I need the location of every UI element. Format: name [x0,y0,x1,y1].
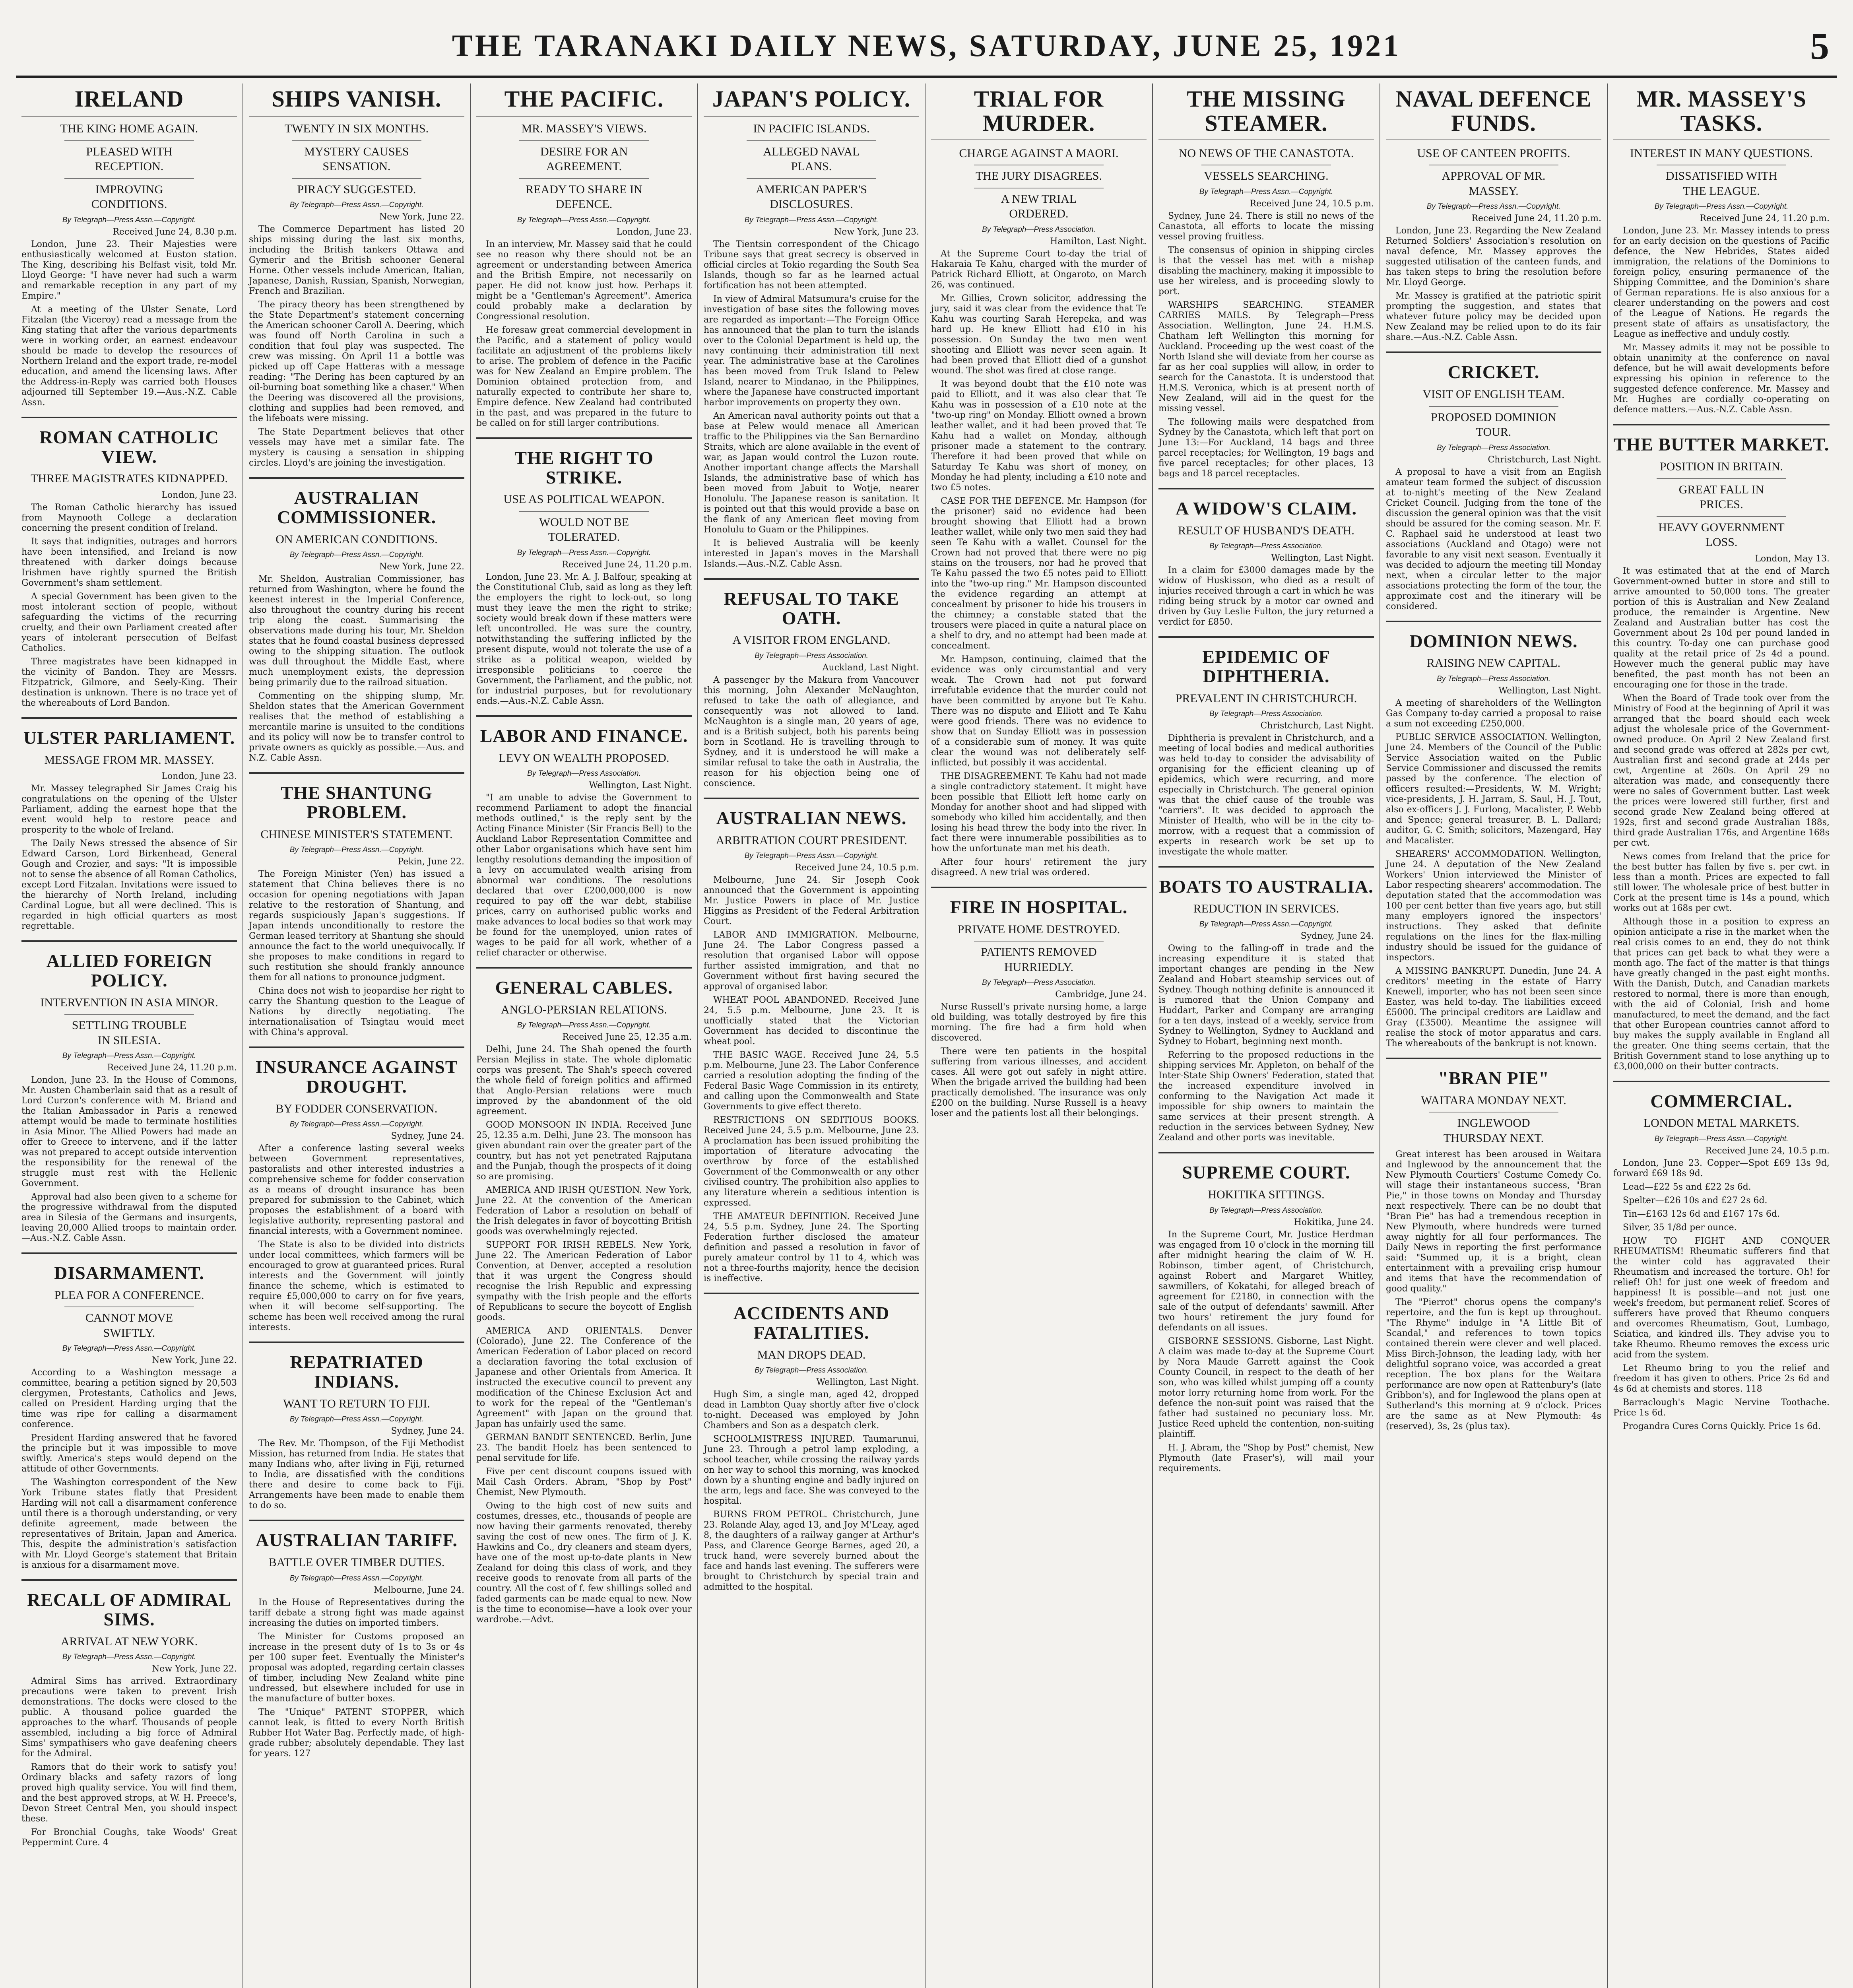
article [1158,636,1374,857]
headline: REPATRIATED INDIANS. [290,1352,423,1392]
body-paragraph: The Foreign Minister (Yen) has issued a statement that China believes there is no occasion for opening negotiations with Japan relative to the restoration of Shantung, and regards suspiciously Japan's suggestions. If Japan intends unconditionally to restore the German leased territory at Shantung she should announce the fact to the world unequivocally. If she proposes to make conditions in regard to such restitution she should frankly announce them for all nations to pronounce judgment. [249,869,464,983]
subheadline: DISSATISFIED WITH THE LEAGUE. [1657,165,1786,198]
columns-container [16,83,1837,1988]
body-paragraph: Silver, 35 1/8d per ounce. [1623,1222,1737,1233]
article [21,417,237,709]
body-paragraph: London, June 23. Mr. Massey intends to press for an early decision on the questions of Pacific defence, the New Hebrides, States aided immigration, the relations of the Dominions to foreign policy, ensuring permanence of the Shipping Committee, and the Dominion's share of German reparations. He is also anxious for a clearer understanding on the powers and cost of the League of Nations. He regards the present state of affairs as unsatisfactory, the League as ineffective and unduly costly. [1613,226,1830,340]
body-paragraph: THE AMATEUR DEFINITION. Received June 24, 5.5 p.m. Sydney, June 24. The Sporting Federation further disclosed the amateur definition and passed a resolution in favor of purely amateur control by 11 to 4, which was not a three-fourths majority, hence the decision is ineffective. [704,1211,919,1284]
body-paragraph: He foresaw great commercial development in the Pacific, and a statement of policy would facilitate an adjustment of the problems likely to arise. The problem of defence in the Pacific was for New Zealand an Empire problem. The Dominion obtained protection from, and naturally expected to contribute her share to, Empire defence. New Zealand had contributed in the past, and was prepared in the future to be called on for still larger contributions. [476,325,692,428]
dateline: Received June 24, 11.20 p.m. [1700,214,1830,224]
body-paragraph: The Daily News stressed the absence of Sir Edward Carson, Lord Birkenhead, General Gough and Crozier, and says: "It is impossible not to sense the absence of all Roman Catholics, except Lord Fitzalan. Invitations were issued to the hierarchy of North Ireland, including Cardinal Logue, but all were declined. This is regarded in high official quarters as most regrettable. [21,839,237,932]
dateline: London, June 23. [161,490,237,500]
article [931,87,1147,878]
body-paragraph: A meeting of shareholders of the Wellington Gas Company to-day carried a proposal to raise a sum not exceeding £250,000. [1386,698,1601,729]
body-paragraph: The Commerce Department has listed 20 ships missing during the last six months, including the British tankers Ottawa and Gymerir and the British schooner General Horne. Other vessels include American, Italian, Japanese, Danish, Russian, Spanish, Norwegian, French and Brazilian. [249,224,464,297]
wire-credit: By Telegraph—Press Assn.—Copyright. [62,215,196,224]
article [249,772,464,1038]
wire-credit: By Telegraph—Press Assn.—Copyright. [289,1574,424,1582]
body-paragraph: A MISSING BANKRUPT. Dunedin, June 24. A creditors' meeting in the estate of Harry Knewell, importer, who has not been seen since Easter, was held to-day. The liabilities exceed £5000. The principal creditors are Laidlaw and Gray (£3500). Meantime the assignee will realise the stock of motor apparatus and cars. The whereabouts of the bankrupt is not known. [1386,966,1601,1048]
article [1386,87,1601,343]
article [1386,621,1601,1049]
article [249,1520,464,1759]
subheadline: INTEREST IN MANY QUESTIONS. [1630,146,1813,160]
body-paragraph: There were ten patients in the hospital suffering from various illnesses, and accident cases. All were got out safely in night attire. When the brigade arrived the building had been practically demolished. The insurance was only £200 on the building. Nurse Russell is a heavy loser and the patients lost all their belongings. [931,1046,1147,1119]
body-paragraph: When the Board of Trade took over from the Ministry of Food at the beginning of April it was arranged that the board should each week adjust the wholesale price of the Government-owned produce. On April 2 New Zealand first and second grade was offered at 282s per cwt, Australian first and second grade at 244s per cwt, Argentine at 260s. On April 29 no alteration was made, and consequently there were no sales of Government butter. Last week the prices were lowered still further, first and second grade New Zealand being offered at 192s, first and second grade Australian 188s, third grade Australian 176s, and Argentine 168s per cwt. [1613,693,1830,848]
body-paragraph: It says that indignities, outrages and horrors have been intensified, and Ireland is now threatened with darker doings because Irishmen have rightly spurned the British Government's sham settlement. [21,536,237,588]
body-paragraph: An American naval authority points out that a base at Pelew would menace all American traffic to the Philippines via the San Bernardino Straits, which are alone available in the event of war, as Japan would control the Luzon route. Another important change affects the Marshall Islands, the administrative base of which has been moved from Jabuit to Wotje, nearer Honolulu. The Japanese reason is sanitation. It is pointed out that this would provide a base on the flank of any American fleet moving from Honolulu to Guam or the Philippines. [704,411,919,535]
article [704,87,919,569]
headline: NAVAL DEFENCE FUNDS. [1386,87,1601,141]
masthead-title: THE TARANAKI DAILY NEWS, SATURDAY, JUNE 25, 1921 [452,28,1401,63]
body-paragraph: The consensus of opinion in shipping circles is that the vessel has met with a mishap disabling the machinery, making it impossible to use her wireless, and is proceeding slowly to port. [1158,245,1374,297]
dateline: London, June 23. [161,771,237,782]
subheadline: HOKITIKA SITTINGS. [1208,1188,1325,1202]
wire-credit: By Telegraph—Press Association. [1209,710,1323,718]
headline: DISARMAMENT. [54,1263,204,1283]
article [704,1293,919,1592]
column [1608,83,1835,1988]
body-paragraph: The State is also to be divided into districts under local committees, which farmers will be encouraged to grow at guaranteed prices. Rural interests and the Government will jointly finance the scheme, which is estimated to require £5,000,000 to carry on for five years, when it will become self-supporting. The scheme has been well received among the rural interests. [249,1240,464,1333]
headline: LABOR AND FINANCE. [480,725,688,746]
body-paragraph: London, June 23. In the House of Commons, Mr. Austen Chamberlain said that as a result of Lord Curzon's conference with M. Briand and the Italian Ambassador in Paris a renewed attempt would be made to terminate hostilities in Asia Minor. The Allied Powers had made an offer to Greece to intervene, and if the latter was not prepared to accept outside intervention the responsibility for the renewal of the struggle must rest with the Hellenic Government. [21,1075,237,1189]
body-paragraph: After a conference lasting several weeks between Government representatives, pastoralists and other interested industries a comprehensive scheme for fodder conservation as a means of drought insurance has been prepared for submission to the Cabinet, which proposes the establishment of a board with legislative authority, representing pastoral and financial interests, with a Government nominee. [249,1143,464,1237]
subheadline: BY FODDER CONSERVATION. [276,1102,438,1115]
dateline: New York, June 22. [379,212,464,222]
headline: COMMERCIAL. [1650,1091,1793,1111]
subheadline: TWENTY IN SIX MONTHS. [284,122,429,136]
headline: RECALL OF ADMIRAL SIMS. [27,1590,231,1630]
body-paragraph: London, June 23. Copper—Spot £69 13s 9d, forward £69 18s 9d. [1613,1158,1830,1178]
headline: A WIDOW'S CLAIM. [1175,498,1357,518]
article [704,798,919,1284]
wire-credit: By Telegraph—Press Assn.—Copyright. [1426,202,1561,211]
subheadline: APPROVAL OF MR. MASSEY. [1429,165,1558,198]
body-paragraph: A special Government has been given to the most intolerant section of people, without safeguarding the victims of the recurring cruelty, and their own Parliament created after years of intolerant persecution of Belfast Catholics. [21,591,237,653]
subheadline: ALLEGED NAVAL PLANS. [747,140,876,174]
subheadline: WAITARA MONDAY NEXT. [1421,1093,1566,1107]
dateline: Hokitika, June 24. [1294,1217,1374,1227]
dateline: Wellington, Last Night. [1498,685,1601,696]
headline: JAPAN'S POLICY. [704,87,919,116]
body-paragraph: BURNS FROM PETROL. Christchurch, June 23. Rolande Alay, aged 13, and Joy M'Leay, aged 8, the daughters of a railway ganger at Arthur's Pass, and Clarence George Barnes, aged 20, a truck hand, were severely burned about the face and hands last evening. The sufferers were brought to Christchurch by special train and admitted to the hospital. [704,1510,919,1592]
body-paragraph: In a claim for £3000 damages made by the widow of Huskisson, who died as a result of injuries received through a cart in which he was riding being struck by a motor car owned and driven by Guy Leslie Fulton, the jury returned a verdict for £850. [1158,565,1374,627]
body-paragraph: THE BASIC WAGE. Received June 24, 5.5 p.m. Melbourne, June 23. The Labor Conference carried a resolution adopting the finding of the Federal Basic Wage Commission in its entirety, and calling upon the Commonwealth and State Governments to give effect thereto. [704,1050,919,1112]
body-paragraph: GISBORNE SESSIONS. Gisborne, Last Night. A claim was made to-day at the Supreme Court by Nora Maude Garrett against the Cook County Council, in respect to the death of her son, who was killed whilst jumping off a county motor lorry returning home from work. For the defence the non-suit point was raised that the father had sustained no pecuniary loss. Mr. Justice Reed upheld the contention, non-suiting plaintiff. [1158,1336,1374,1439]
dateline: Received June 24, 11.20 p.m. [1471,214,1601,224]
headline: AUSTRALIAN COMMISSIONER. [277,487,437,528]
body-paragraph: Delhi, June 24. The Shah opened the fourth Persian Mejliss in state. The whole diplomatic corps was present. The Shah's speech covered the whole field of foreign politics and affirmed that Anglo-Persian relations were much improved by the abandonment of the old agreement. [476,1044,692,1117]
article [249,1046,464,1333]
article [1158,488,1374,627]
headline: AUSTRALIAN TARIFF. [256,1530,458,1551]
body-paragraph: The "Pierrot" chorus opens the company's repertoire, and the fun is kept up throughout. "The Rhyme" indulge in "A Little Bit of Scandal," and references to town topics contained therein were clever and well placed. Miss Birch-Johnson, the leading lady, with her delightful soprano voice, was accorded a great reception. The box plans for the Waitara performance are now open at Rattenbury's (late Gribbon's), and for Inglewood the plans open at Sutherland's this morning at 9 o'clock. Prices are the same as at New Plymouth: 4s (reserved), 3s, 2s (plus tax). [1386,1297,1601,1432]
article [21,1579,237,1848]
headline: DOMINION NEWS. [1409,631,1578,651]
subheadline: USE AS POLITICAL WEAPON. [503,493,665,506]
dateline: Sydney, June 24. [391,1426,464,1437]
headline: ALLIED FOREIGN POLICY. [46,951,212,990]
body-paragraph: In the House of Representatives during the tariff debate a strong fight was made against increasing the duties on imported timbers. [249,1597,464,1628]
column [243,83,471,1988]
article [21,940,237,1244]
dateline: Wellington, Last Night. [1271,553,1374,563]
column [471,83,698,1988]
headline: SHIPS VANISH. [249,87,464,116]
headline: FIRE IN HOSPITAL. [950,897,1128,917]
dateline: London, June 23. [616,227,692,237]
body-paragraph: Progandra Cures Corns Quickly. Price 1s 6d. [1623,1421,1821,1431]
subheadline: INGLEWOOD THURSDAY NEXT. [1429,1112,1558,1145]
wire-credit: By Telegraph—Press Association. [982,225,1096,234]
wire-credit: By Telegraph—Press Assn.—Copyright. [744,852,879,860]
body-paragraph: Owing to the falling-off in trade and the increasing expenditure it is stated that important changes are pending in the New Zealand and Hobart steamship services out of Sydney. Though nothing definite is announced it is rumored that the Union Company and Huddart, Parker and Company are arranging for a ten days, instead of a weekly, service from Sydney to Wellington, Sydney to Auckland and Sydney to Hobart, beginning next month. [1158,944,1374,1047]
body-paragraph: The State Department believes that other vessels may have met a similar fate. The mystery is causing a sensation in shipping circles. Lloyd's are joining the investigation. [249,427,464,468]
article [476,437,692,707]
body-paragraph: Great interest has been aroused in Waitara and Inglewood by the announcement that the New Plymouth Courtiers' Costume Comedy Co. will stage their instantaneous success, "Bran Pie," in those towns on Monday and Thursday next respectively. There can be no doubt that "Bran Pie" has had a tremendous reception in New Plymouth, where hundreds were turned away nightly for all four performances. The Daily News in reporting the first performance said: "Summed up, it is a bright, clean entertainment with a prevailing crisp humour and items that have the recommendation of good quality." [1386,1149,1601,1294]
subheadline: PLEASED WITH RECEPTION. [64,140,194,174]
subheadline: NO NEWS OF THE CANASTOTA. [1178,146,1354,160]
column [1153,83,1380,1988]
subheadline: MAN DROPS DEAD. [757,1348,866,1361]
article [1386,351,1601,612]
body-paragraph: China does not wish to jeopardise her right to carry the Shantung question to the League of Nations by directly negotiating. The internationalisation of Tsingtau would meet with China's approval. [249,986,464,1038]
body-paragraph: Let Rheumo bring to you the relief and freedom it has given to others. Price 2s 6d and 4s 6d at chemists and stores. 118 [1613,1363,1830,1394]
body-paragraph: The piracy theory has been strengthened by the State Department's statement concerning the American schooner Caroll A. Deering, which was found off North Carolina in such a condition that foul play was suspected. The crew was missing. On April 11 a bottle was picked up off Cape Hatteras with a message reading: "The Dering has been captured by an oil-burning boat something like a chaser." When the Deering was discovered all the provisions, clothing and supplies had been removed, and the lifeboats were missing. [249,300,464,424]
article [476,967,692,1625]
article [1386,1058,1601,1432]
wire-credit: By Telegraph—Press Assn.—Copyright. [289,846,424,854]
subheadline: A NEW TRIAL ORDERED. [974,188,1103,221]
body-paragraph: AMERICA AND IRISH QUESTION. New York, June 22. At the convention of the American Federation of Labor a resolution on behalf of the Irish delegates in favor of boycotting British goods was overwhelmingly rejected. [476,1185,692,1237]
headline: SUPREME COURT. [1182,1162,1350,1183]
headline: "BRAN PIE" [1438,1068,1549,1088]
headline: REFUSAL TO TAKE OATH. [724,588,899,628]
subheadline: DESIRE FOR AN AGREEMENT. [519,140,648,174]
body-paragraph: Commenting on the shipping slump, Mr. Sheldon states that the American Government realises that the method of establishing a mercantile marine is unsuited to the conditions and its policy will now be to transfer control to private owners as quickly as possible.—Aus. and N.Z. Cable Assn. [249,691,464,763]
wire-credit: By Telegraph—Press Assn.—Copyright. [289,1120,424,1129]
subheadline: PROPOSED DOMINION TOUR. [1429,406,1558,440]
body-paragraph: A proposal to have a visit from an English amateur team formed the subject of discussion at to-night's meeting of the New Zealand Cricket Council. Judging from the tone of the discussion the general opinion was that the visit should be assured for the coming season. Mr. F. C. Raphael said he understood at least two associations (Auckland and Otago) were not favorable to any visit next season. Eventually it was decided to adjourn the meeting till Monday next, when a circular letter to the major associations protecting the form of the tour, the approximate cost and the itinerary will be considered. [1386,467,1601,612]
subheadline: PREVALENT IN CHRISTCHURCH. [1175,691,1357,705]
subheadline: MR. MASSEY'S VIEWS. [521,122,647,136]
body-paragraph: Barraclough's Magic Nervine Toothache. Price 1s 6d. [1613,1397,1830,1418]
body-paragraph: Mr. Sheldon, Australian Commissioner, has returned from Washington, where he found the keenest interest in the Imperial Conference, also throughout the country during his recent trip along the coast. Summarising the observations made during his tour, Mr. Sheldon states that he found coastal business depressed owing to the shipping situation. The outlook was dull throughout the Middle East, where much unemployment exists, the depression being primarily due to the railroad situation. [249,574,464,688]
body-paragraph: Admiral Sims has arrived. Extraordinary precautions were taken to prevent Irish demonstrations. The docks were closed to the public. A thousand police guarded the approaches to the wharf. Thousands of people assembled, including a big force of Admiral Sims' sympathisers who gave deafening cheers for the Admiral. [21,1676,237,1759]
body-paragraph: For Bronchial Coughs, take Woods' Great Peppermint Cure. 4 [21,1827,237,1848]
subheadline: PIRACY SUGGESTED. [292,178,421,197]
subheadline: AMERICAN PAPER'S DISCLOSURES. [747,178,876,212]
subheadline: USE OF CANTEEN PROFITS. [1417,146,1570,160]
wire-credit: By Telegraph—Press Association. [1209,1206,1323,1215]
body-paragraph: The "Unique" PATENT STOPPER, which cannot leak, is fitted to every North British Rubber Hot Water Bag. Perfectly made, of high-grade rubber; absolutely dependable. They last for years. 127 [249,1707,464,1759]
subheadline: PLEA FOR A CONFERENCE. [54,1288,204,1302]
wire-credit: By Telegraph—Press Association. [755,651,868,660]
article [21,1252,237,1571]
dateline: Received June 25, 12.35 a.m. [562,1032,692,1043]
body-paragraph: News comes from Ireland that the price for the best butter has fallen by five s. per cwt. in less than a month. Prices are expected to fall still lower. The wholesale price of best butter in Cork at the present time is 14s a pound, which works out at 168s per cwt. [1613,851,1830,913]
subheadline: CHINESE MINISTER'S STATEMENT. [260,827,453,841]
headline: IRELAND [21,87,237,116]
dateline: Received June 24, 10.5 p.m. [795,863,919,873]
body-paragraph: SUPPORT FOR IRISH REBELS. New York, June 22. The American Federation of Labor Convention, at Denver, accepted a resolution that it was urgent the Congress should recognise the Irish Republic and expressing sympathy with the Irish people and the efforts of Republicans to secure the boycott of English goods. [476,1240,692,1323]
subheadline: GREAT FALL IN PRICES. [1657,478,1786,512]
body-paragraph: Diphtheria is prevalent in Christchurch, and a meeting of local bodies and medical authorities was held to-day to consider the advisability of organising for the efficient cleaning up of epidemics, which were recurring, and more especially in Christchurch. The general opinion was that the chief cause of the trouble was "carriers". It was decided to approach the Minister of Health, who will be in the city to-morrow, with a request that a commission of experts in research work be set up to investigate the whole matter. [1158,733,1374,857]
body-paragraph: HOW TO FIGHT AND CONQUER RHEUMATISM! Rheumatic sufferers find that the winter cold has aggravated their Rheumatism and increased the torture. Oh! for relief! Oh! for just one week of freedom and happiness! It is possible—and not just one week's freedom, but permanent relief. Scores of sufferers have proved that Rheumo conquers and overcomes Rheumatism, Gout, Lumbago, Sciatica, and kindred ills. They advise you to take Rheumo. Rheumo removes the excess uric acid from the system. [1613,1236,1830,1360]
subheadline: RAISING NEW CAPITAL. [1426,656,1561,670]
body-paragraph: RESTRICTIONS ON SEDITIOUS BOOKS. Received June 24, 5.5 p.m. Melbourne, June 23. A proclamation has been issued prohibiting the importation of literature advocating the overthrow by force of the established Government of the Commonwealth or any other civilised country. The prohibition also applies to any literature wherein a seditious intention is expressed. [704,1115,919,1208]
body-paragraph: AMERICA AND ORIENTALS. Denver (Colorado), June 22. The Conference of the American Federation of Labor placed on record a declaration favoring the total exclusion of Japanese and other Orientals from America. It instructed the executive council to prevent any modification of the Chinese Exclusion Act and to work for the repeal of the "Gentleman's Agreement" with Japan on the ground that Japan has unfairly used the same. [476,1326,692,1429]
wire-credit: By Telegraph—Press Association. [1437,674,1550,683]
wire-credit: By Telegraph—Press Assn.—Copyright. [744,215,879,224]
body-paragraph: LABOR AND IMMIGRATION. Melbourne, June 24. The Labor Congress passed a resolution that organised Labor will oppose further assisted immigration, and that no Government without first having secured the approval of organised labor. [704,930,919,992]
article [249,87,464,468]
body-paragraph: Nurse Russell's private nursing home, a large old building, was totally destroyed by fire this morning. The fire had a firm hold when discovered. [931,1002,1147,1043]
subheadline: PATIENTS REMOVED HURRIEDLY. [974,941,1103,975]
headline: GENERAL CABLES. [495,977,673,998]
headline: THE RIGHT TO STRIKE. [514,447,654,487]
body-paragraph: At a meeting of the Ulster Senate, Lord Fitzalan (the Viceroy) read a message from the King stating that after the various departments were in working order, an earnest endeavour should be made to develop the resources of Northern Ireland and the export trade, re-model education, and amend the licensing laws. After the Address-in-Reply was carried both Houses adjourned till September 19.—Aus.-N.Z. Cable Assn. [21,304,237,408]
article [1613,1081,1830,1432]
body-paragraph: Hugh Sim, a single man, aged 42, dropped dead in Lambton Quay shortly after five o'clock to-night. Deceased was employed by John Chambers and Son as a despatch clerk. [704,1390,919,1431]
headline: AUSTRALIAN NEWS. [716,808,907,828]
wire-credit: By Telegraph—Press Association. [1437,443,1550,452]
dateline: Christchurch, Last Night. [1260,721,1374,731]
headline: ROMAN CATHOLIC VIEW. [39,427,219,467]
dateline: Auckland, Last Night. [822,662,919,673]
subheadline: ARBITRATION COURT PRESIDENT. [716,833,907,847]
wire-credit: By Telegraph—Press Assn.—Copyright. [289,551,424,559]
body-paragraph: Melbourne, June 24. Sir Joseph Cook announced that the Government is appointing Mr. Justice Powers in place of Mr. Justice Higgins as President of the Federal Arbitration Court. [704,875,919,927]
body-paragraph: It is believed Australia will be keenly interested in Japan's moves in the Marshall Islands.—Aus.-N.Z. Cable Assn. [704,538,919,569]
body-paragraph: Tin—£163 12s 6d and £167 17s 6d. [1623,1209,1780,1219]
headline: MR. MASSEY'S TASKS. [1613,87,1830,141]
subheadline: SETTLING TROUBLE IN SILESIA. [64,1014,194,1048]
subheadline: A VISITOR FROM ENGLAND. [732,633,891,647]
subheadline: THE KING HOME AGAIN. [60,122,198,136]
wire-credit: By Telegraph—Press Assn.—Copyright. [517,215,651,224]
subheadline: RESULT OF HUSBAND'S DEATH. [1178,524,1354,537]
wire-credit: By Telegraph—Press Assn.—Copyright. [289,201,424,210]
article [704,578,919,789]
wire-credit: By Telegraph—Press Assn.—Copyright. [1654,202,1789,211]
body-paragraph: After four hours' retirement the jury disagreed. A new trial was ordered. [931,857,1147,878]
page-number: 5 [1810,25,1829,67]
dateline: London, May 13. [1755,553,1830,564]
dateline: Melbourne, June 24. [374,1585,464,1595]
dateline: Hamilton, Last Night. [1050,236,1147,247]
headline: BOATS TO AUSTRALIA. [1159,876,1374,897]
body-paragraph: Mr. Massey telegraphed Sir James Craig his congratulations on the opening of the Ulster Parliament, adding the earnest hope that the event would help to restore peace and prosperity to the whole of Ireland. [21,784,237,835]
body-paragraph: The Tientsin correspondent of the Chicago Tribune says that great secrecy is observed in official circles at Tokio regarding the South Sea Islands, though so far as he learned actual fortification has not been attempted. [704,239,919,291]
headline: THE PACIFIC. [476,87,692,116]
subheadline: VESSELS SEARCHING. [1201,165,1331,184]
article [476,87,692,429]
body-paragraph: London, June 23. Their Majesties were enthusiastically welcomed at Euston station. The King, describing his Belfast visit, told Mr. Lloyd George: "I have never had such a warm and remarkable reception in any part of my Empire." [21,239,237,301]
article [476,715,692,958]
subheadline: BATTLE OVER TIMBER DUTIES. [268,1556,445,1569]
article [1613,424,1830,1072]
wire-credit: By Telegraph—Press Assn.—Copyright. [62,1344,196,1353]
dateline: Received June 24, 10.5 p.m. [1250,198,1374,209]
wire-credit: By Telegraph—Press Association. [982,978,1096,987]
body-paragraph: WHEAT POOL ABANDONED. Received June 24, 5.5 p.m. Melbourne, June 23. It is unofficially stated that the Victorian Government has decided to discontinue the wheat pool. [704,995,919,1047]
wire-credit: By Telegraph—Press Association. [1209,542,1323,551]
headline: ULSTER PARLIAMENT. [23,727,235,748]
article [931,887,1147,1119]
body-paragraph: The Washington correspondent of the New York Tribune states flatly that President Harding will not call a disarmament conference until there is a thorough understanding, or very definite agreement, made between the representatives of Britain, Japan and America. This, despite the administration's satisfaction with Mr. Lloyd George's statement that Britain is anxious for a disarmament move. [21,1477,237,1571]
body-paragraph: SCHOOLMISTRESS INJURED. Taumarunui, June 23. Through a petrol lamp exploding, a school teacher, while crossing the railway yards on her way to school this morning, was knocked down by a shunting engine and badly injured on the arm, legs and face. She was conveyed to the hospital. [704,1434,919,1507]
column [1380,83,1608,1988]
subheadline: IMPROVING CONDITIONS. [64,178,194,212]
body-paragraph: It was beyond doubt that the £10 note was paid to Elliott, and it was also clear that Te Kahu was in possession of a £10 note at the "two-up ring" on Monday. Elliott owned a brown leather wallet, and it had been proved that Te Kahu had a wallet on Monday, although prisoner made a statement to the contrary. Therefore it had been proved that while on Saturday Te Kahu was short of money, on Monday he had plenty, including a £10 note and two £5 notes. [931,379,1147,493]
column [16,83,243,1988]
wire-credit: By Telegraph—Press Assn.—Copyright. [1199,920,1333,929]
headline: ACCIDENTS AND FATALITIES. [733,1303,890,1343]
wire-credit: By Telegraph—Press Association. [527,769,641,778]
subheadline: WANT TO RETURN TO FIJI. [283,1397,430,1410]
body-paragraph: In the Supreme Court, Mr. Justice Herdman was engaged from 10 o'clock in the morning till after midnight hearing the claim of W. H. Robinson, timber agent, of Christchurch, against Robert and Margaret Whitley, sawmillers, of Kokatahi, for alleged breach of agreement for £2180, in connection with the sale of the output of defendants' sawmill. After two hours' retirement the jury found for defendants on all issues. [1158,1229,1374,1333]
subheadline: INTERVENTION IN ASIA MINOR. [40,996,218,1009]
subheadline: REDUCTION IN SERVICES. [1193,902,1339,915]
wire-credit: By Telegraph—Press Assn.—Copyright. [289,1415,424,1424]
body-paragraph: GERMAN BANDIT SENTENCED. Berlin, June 23. The bandit Hoelz has been sentenced to penal servitude for life. [476,1433,692,1464]
subheadline: WOULD NOT BE TOLERATED. [519,511,648,545]
body-paragraph: Mr. Massey is gratified at the patriotic spirit prompting the suggestion, and states that whatever future policy may be decided upon New Zealand may be relied upon to do its fair share.—Aus.-N.Z. Cable Assn. [1386,291,1601,343]
wire-credit: By Telegraph—Press Association. [755,1366,868,1375]
body-paragraph: It was estimated that at the end of March Government-owned butter in store and still to arrive amounted to 50,000 tons. The greater portion of this is Australian and New Zealand produce, the remainder is Argentine. New Zealand and Australian butter has cost the Government about 2s 10d per pound landed in this country. To-day one can purchase good quality at the retail price of 2s 4d a pound. However much the general public may have benefited, the past month has not been an encouraging one for those in the trade. [1613,566,1830,690]
wire-credit: By Telegraph—Press Assn.—Copyright. [62,1052,196,1060]
dateline: New York, June 23. [834,227,919,237]
article [249,1342,464,1511]
dateline: Received June 24, 10.5 p.m. [1705,1145,1830,1156]
article [249,477,464,763]
dateline: Received June 24, 11.20 p.m. [107,1063,237,1073]
wire-credit: By Telegraph—Press Assn.—Copyright. [1654,1134,1789,1143]
body-paragraph: Mr. Massey admits it may not be possible to obtain unanimity at the conference on naval defence, but he will await developments before expressing his opinion in reference to the suggested defence conference. Mr. Massey and Mr. Hughes are cordially co-operating on defence matters.—Aus.-N.Z. Cable Assn. [1613,343,1830,415]
body-paragraph: SHEARERS' ACCOMMODATION. Wellington, June 24. A deputation of the New Zealand Workers' Union interviewed the Minister of Labor respecting shearers' accommodation. The deputation stated that the accommodation was 100 per cent better than five years ago, but still many employers ignored the inspectors' instructions. They asked that definite regulations on the lines for the flax-milling industry should be issued for the guidance of inspectors. [1386,849,1601,963]
dateline: Cambridge, June 24. [1055,990,1147,1000]
masthead [16,16,1837,78]
article [1158,87,1374,479]
wire-credit: By Telegraph—Press Assn.—Copyright. [62,1653,196,1662]
body-paragraph: Ramors that do their work to satisfy you! Ordinary blacks and safety razors of long proved high quality service. You will find them, and the best approved strops, at W. H. Preece's, Devon Street Central Men, you should inspect these. [21,1762,237,1824]
column [698,83,926,1988]
body-paragraph: Spelter—£26 10s and £27 2s 6d. [1623,1195,1768,1206]
body-paragraph: THE DISAGREEMENT. Te Kahu had not made a single contradictory statement. It might have been possible that Elliott left home early on Monday for another shoot and had slipped with somebody who killed him accidentally, and then losing his head threw the body into the river. In fact there were innumerable possibilities as to how the unfortunate man met his death. [931,771,1147,854]
body-paragraph: Approval had also been given to a scheme for the progressive withdrawal from the disputed area in Silesia of the Germans and insurgents, leaving 20,000 Allied troops to maintain order.—Aus.-N.Z. Cable Assn. [21,1192,237,1244]
body-paragraph: Five per cent discount coupons issued with Mail Cash Orders. Abram, "Shop by Post" Chemist, New Plymouth. [476,1467,692,1498]
subheadline: ARRIVAL AT NEW YORK. [60,1635,198,1648]
dateline: New York, June 22. [152,1355,237,1366]
body-paragraph: Mr. Gillies, Crown solicitor, addressing the jury, said it was clear from the evidence that Te Kahu was courting Sarah Herepeka, and was hard up. He knew Elliott had £10 in his possession. On Sunday the two men went shooting and Elliott was never seen again. It had been proved that Elliott died of a gunshot wound. The shot was fired at close range. [931,293,1147,376]
subheadline: LEVY ON WEALTH PROPOSED. [499,751,669,765]
headline: THE MISSING STEAMER. [1158,87,1374,141]
subheadline: POSITION IN BRITAIN. [1659,460,1783,474]
subheadline: PRIVATE HOME DESTROYED. [957,922,1120,936]
dateline: Sydney, June 24. [1300,931,1374,942]
body-paragraph: Sydney, June 24. There is still no news of the Canastota, all efforts to locate the missing vessel proving fruitless. [1158,211,1374,242]
body-paragraph: In view of Admiral Matsumura's cruise for the investigation of base sites the following moves are regarded as important:—The Foreign Office has announced that the plan to turn the islands over to the Colonial Department is held up, the navy continuing their administration till next year. The administrative base at the Carolines has been moved from Truk Island to Pelew Island, nearer to Mindanao, in the Philippines, where the Japanese have constructed important harbor improvements on property they own. [704,294,919,408]
body-paragraph: Referring to the proposed reductions in the shipping services Mr. Appleton, on behalf of the Inter-State Ship Owners' Federation, stated that the increased expenditure involved in conforming to the Navigation Act made it impossible for ship owners to maintain the same services at their present strength. A reduction in the services between Sydney, New Zealand and other ports was inevitable. [1158,1050,1374,1143]
subheadline: MYSTERY CAUSES SENSATION. [292,140,421,174]
body-paragraph: At the Supreme Court to-day the trial of Hakaraia Te Kahu, charged with the murder of Patrick Richard Elliott, at Ongaroto, on March 26, was continued. [931,248,1147,290]
subheadline: LONDON METAL MARKETS. [1643,1116,1800,1130]
body-paragraph: H. J. Abram, the "Shop by Post" chemist, New Plymouth (late Fraser's), will mail your requirements. [1158,1442,1374,1474]
wire-credit: By Telegraph—Press Assn.—Copyright. [517,1021,651,1030]
wire-credit: By Telegraph—Press Assn.—Copyright. [1199,187,1333,196]
body-paragraph: CASE FOR THE DEFENCE. Mr. Hampson (for the prisoner) said no evidence had been brought showing that Elliott had a brown leather wallet, while only two men said they had seen Te Kahu with a wallet. Counsel for the Crown had not proved that there were no pig stains on the trousers, nor had he proved that Te Kahu passed the two £5 notes paid to Elliott into the "two-up ring." Mr. Hampson discounted the evidence regarding an attempt at concealment by prisoner to hide his trousers in the chimney; a constable stated that the trousers were placed in quite a natural place on a shelf to dry, and no attempt had been made at concealment. [931,496,1147,651]
body-paragraph: According to a Washington message a committee, bearing a petition signed by 20,503 clergymen, Protestants, Catholics and Jews, called on President Harding urging that the time was ripe for calling a disarmament conference. [21,1368,237,1430]
headline: CRICKET. [1447,362,1540,382]
subheadline: MESSAGE FROM MR. MASSEY. [44,753,214,767]
headline: THE BUTTER MARKET. [1613,434,1830,455]
body-paragraph: London, June 23. Regarding the New Zealand Returned Soldiers' Association's resolution on naval defence, Mr. Massey approves the suggested utilisation of the canteen funds, and has taken steps to bring the resolution before Mr. Lloyd George. [1386,226,1601,288]
body-paragraph: The Roman Catholic hierarchy has issued from Maynooth College a declaration concerning the present condition of Ireland. [21,502,237,533]
body-paragraph: The Minister for Customs proposed an increase in the present duty of 1s to 3s or 4s per 100 super feet. Eventually the Minister's proposal was adopted, regarding certain classes of timber, including New Zealand white pine undressed, but elsewhere included for use in the manufacture of butter boxes. [249,1631,464,1704]
body-paragraph: Although those in a position to express an opinion anticipate a rise in the market when the real crisis comes to an end, they do not think that prices can get back to what they were a month ago. The fact of the matter is that things have greatly changed in the past eight months. With the Danish, Dutch, and Canadian markets restored to normal, there is more than enough, with the aid of Colonial, Irish and home manufactured, to meet the demand, and the fact that other European countries cannot afford to buy makes the supply available in England all the greater. One thing seems certain, that the British Government stand to lose anything up to £3,000,000 on their butter contracts. [1613,916,1830,1072]
headline: EPIDEMIC OF DIPHTHERIA. [1202,646,1330,686]
article [1613,87,1830,415]
body-paragraph: WARSHIPS SEARCHING. STEAMER CARRIES MAILS. By Telegraph—Press Association. Wellington, June 24. H.M.S. Chatham left Wellington this morning for Auckland. Proceeding up the west coast of the North Island she will deviate from her course as far as her coal supplies will allow, in order to search for the Canastota. It is understood that H.M.S. Veronica, which is at present north of New Zealand, will aid in the quest for the missing vessel. [1158,300,1374,414]
body-paragraph: The Rev. Mr. Thompson, of the Fiji Methodist Mission, has returned from India. He states that many Indians who, after living in Fiji, returned to India, are dissatisfied with the conditions there and desire to come back to Fiji. Arrangements have been made to enable them to do so. [249,1439,464,1511]
dateline: Received June 24, 11.20 p.m. [562,559,692,570]
body-paragraph: PUBLIC SERVICE ASSOCIATION. Wellington, June 24. Members of the Council of the Public Service Association waited on the Public Service Commissioner and discussed the remits passed by the conference. The election of officers resulted:—Presidents, W. M. Wright; vice-presidents, J. H. Jarram, S. Saul, H. J. Tout, also ex-officers J. J. Furlong, Macalister, P. Webb and Spence; general treasurer, B. L. Dallard; auditor, G. C. Smith; solicitors, Mazengard, Hay and Macalister. [1386,732,1601,846]
subheadline: CANNOT MOVE SWIFTLY. [64,1307,194,1340]
subheadline: VISIT OF ENGLISH TEAM. [1422,388,1565,401]
subheadline: ON AMERICAN CONDITIONS. [276,532,438,546]
article [1158,866,1374,1143]
subheadline: ANGLO-PERSIAN RELATIONS. [501,1003,667,1016]
subheadline: CHARGE AGAINST A MAORI. [959,146,1119,160]
subheadline: THREE MAGISTRATES KIDNAPPED. [31,472,228,485]
subheadline: THE JURY DISAGREES. [974,165,1103,184]
body-paragraph: "I am unable to advise the Government to recommend Parliament to adopt the financial methods outlined," is the reply sent by the Acting Finance Minister (Sir Francis Bell) to the Auckland Labor Representation Committee and other Labor organisations which have sent him lengthy resolutions demanding the imposition of a levy on accumulated wealth arising from abnormal war conditions. The resolutions declared that over £200,000,000 is now required to pay off the war debt, stabilise prices, carry on authorised public works and make advances to local bodies so that work may be found for the unemployed, union rates of wages to be paid for all work, whether of a relief character or otherwise. [476,793,692,958]
body-paragraph: Lead—£22 5s and £22 2s 6d. [1623,1182,1751,1192]
subheadline: HEAVY GOVERNMENT LOSS. [1657,516,1786,550]
headline: TRIAL FOR MURDER. [931,87,1147,141]
body-paragraph: A passenger by the Makura from Vancouver this morning, John Alexander McNaughton, refused to take the oath of allegiance, and consequently was not allowed to land. McNaughton is a single man, 20 years of age, and is a British subject, both his parents being born in Scotland. He is travelling through to Sydney, and it is understood he will make a similar refusal to take the oath in Australia, the reason for his objection being one of conscience. [704,675,919,788]
body-paragraph: GOOD MONSOON IN INDIA. Received June 25, 12.35 a.m. Delhi, June 23. The monsoon has given abundant rain over the greater part of the country, but has not yet penetrated Rajputana and the Punjab, though the prospects of it doing so are promising. [476,1120,692,1182]
body-paragraph: London, June 23. Mr. A. J. Balfour, speaking at the Constitutional Club, said as long as they left the employers the right to lock-out, so long must they leave the men the right to strike; society would break down if these matters were left uncontrolled. He was sure the country, notwithstanding the suffering inflicted by the present dispute, would not tolerate the use of a strike as a political weapon, wielded by irresponsible politicians to coerce the Government, the Parliament, and the public, not for industrial purposes, but for revolutionary ends.—Aus.-N.Z. Cable Assn. [476,572,692,706]
body-paragraph: The following mails were despatched from Sydney by the Canastota, which left that port on June 13:—For Auckland, 14 bags and three parcel receptacles; for Wellington, 19 bags and five parcel receptacles; for other places, 13 bags and 18 parcel receptacles. [1158,417,1374,479]
headline: INSURANCE AGAINST DROUGHT. [255,1057,458,1097]
dateline: Christchurch, Last Night. [1488,454,1601,465]
wire-credit: By Telegraph—Press Assn.—Copyright. [517,548,651,557]
dateline: Wellington, Last Night. [816,1377,919,1388]
dateline: Sydney, June 24. [391,1131,464,1142]
body-paragraph: Owing to the high cost of new suits and costumes, dresses, etc., thousands of people are now having their garments renovated, thereby saving the cost of new ones. The firm of J. K. Hawkins and Co., dry cleaners and steam dyers, have one of the most up-to-date plants in New Zealand for doing this class of work, and they receive goods to renovate from all parts of the country. All the cost of f. few shillings solled and faded garments can be made equal to new. Now is the time to economise—have a look over your wardrobe.—Advt. [476,1501,692,1625]
body-paragraph: President Harding answered that he favored the principle but it was impossible to move swiftly. America's steps would depend on the attitude of other Governments. [21,1433,237,1474]
body-paragraph: Mr. Hampson, continuing, claimed that the evidence was only circumstantial and very weak. The Crown had not put forward irrefutable evidence that the murder could not have been committed by anyone but Te Kahu. There was no dispute and Elliott and Te Kahu were good friends. There was no evidence to show that on Sunday Elliott was in possession of a considerable sum of money. It was quite clear the wound was not deliberately self-inflicted, but possibly it was accidental. [931,654,1147,768]
article [1158,1152,1374,1474]
dateline: Wellington, Last Night. [589,780,692,791]
dateline: New York, June 22. [379,562,464,572]
subheadline: READY TO SHARE IN DEFENCE. [519,178,648,212]
dateline: Pekin, June 22. [398,857,464,867]
dateline: New York, June 22. [152,1664,237,1674]
dateline: Received June 24, 8.30 p.m. [113,227,237,237]
headline: THE SHANTUNG PROBLEM. [281,782,433,823]
article [21,87,237,408]
body-paragraph: In an interview, Mr. Massey said that he could see no reason why there should not be an agreement or understanding between America and the British Empire, not necessarily on paper. He did not know just how. Perhaps it might be a "Gentleman's Agreement". America could probably make a declaration by Congressional resolution. [476,239,692,322]
column [926,83,1153,1988]
subheadline: IN PACIFIC ISLANDS. [753,122,870,136]
body-paragraph: Three magistrates have been kidnapped in the vicinity of Bandon. They are Messrs. Fitzpatrick, Gilmore, and Seely-King. Their destination is unknown. There is no trace yet of the whereabouts of Lord Bandon. [21,656,237,708]
article [21,717,237,932]
